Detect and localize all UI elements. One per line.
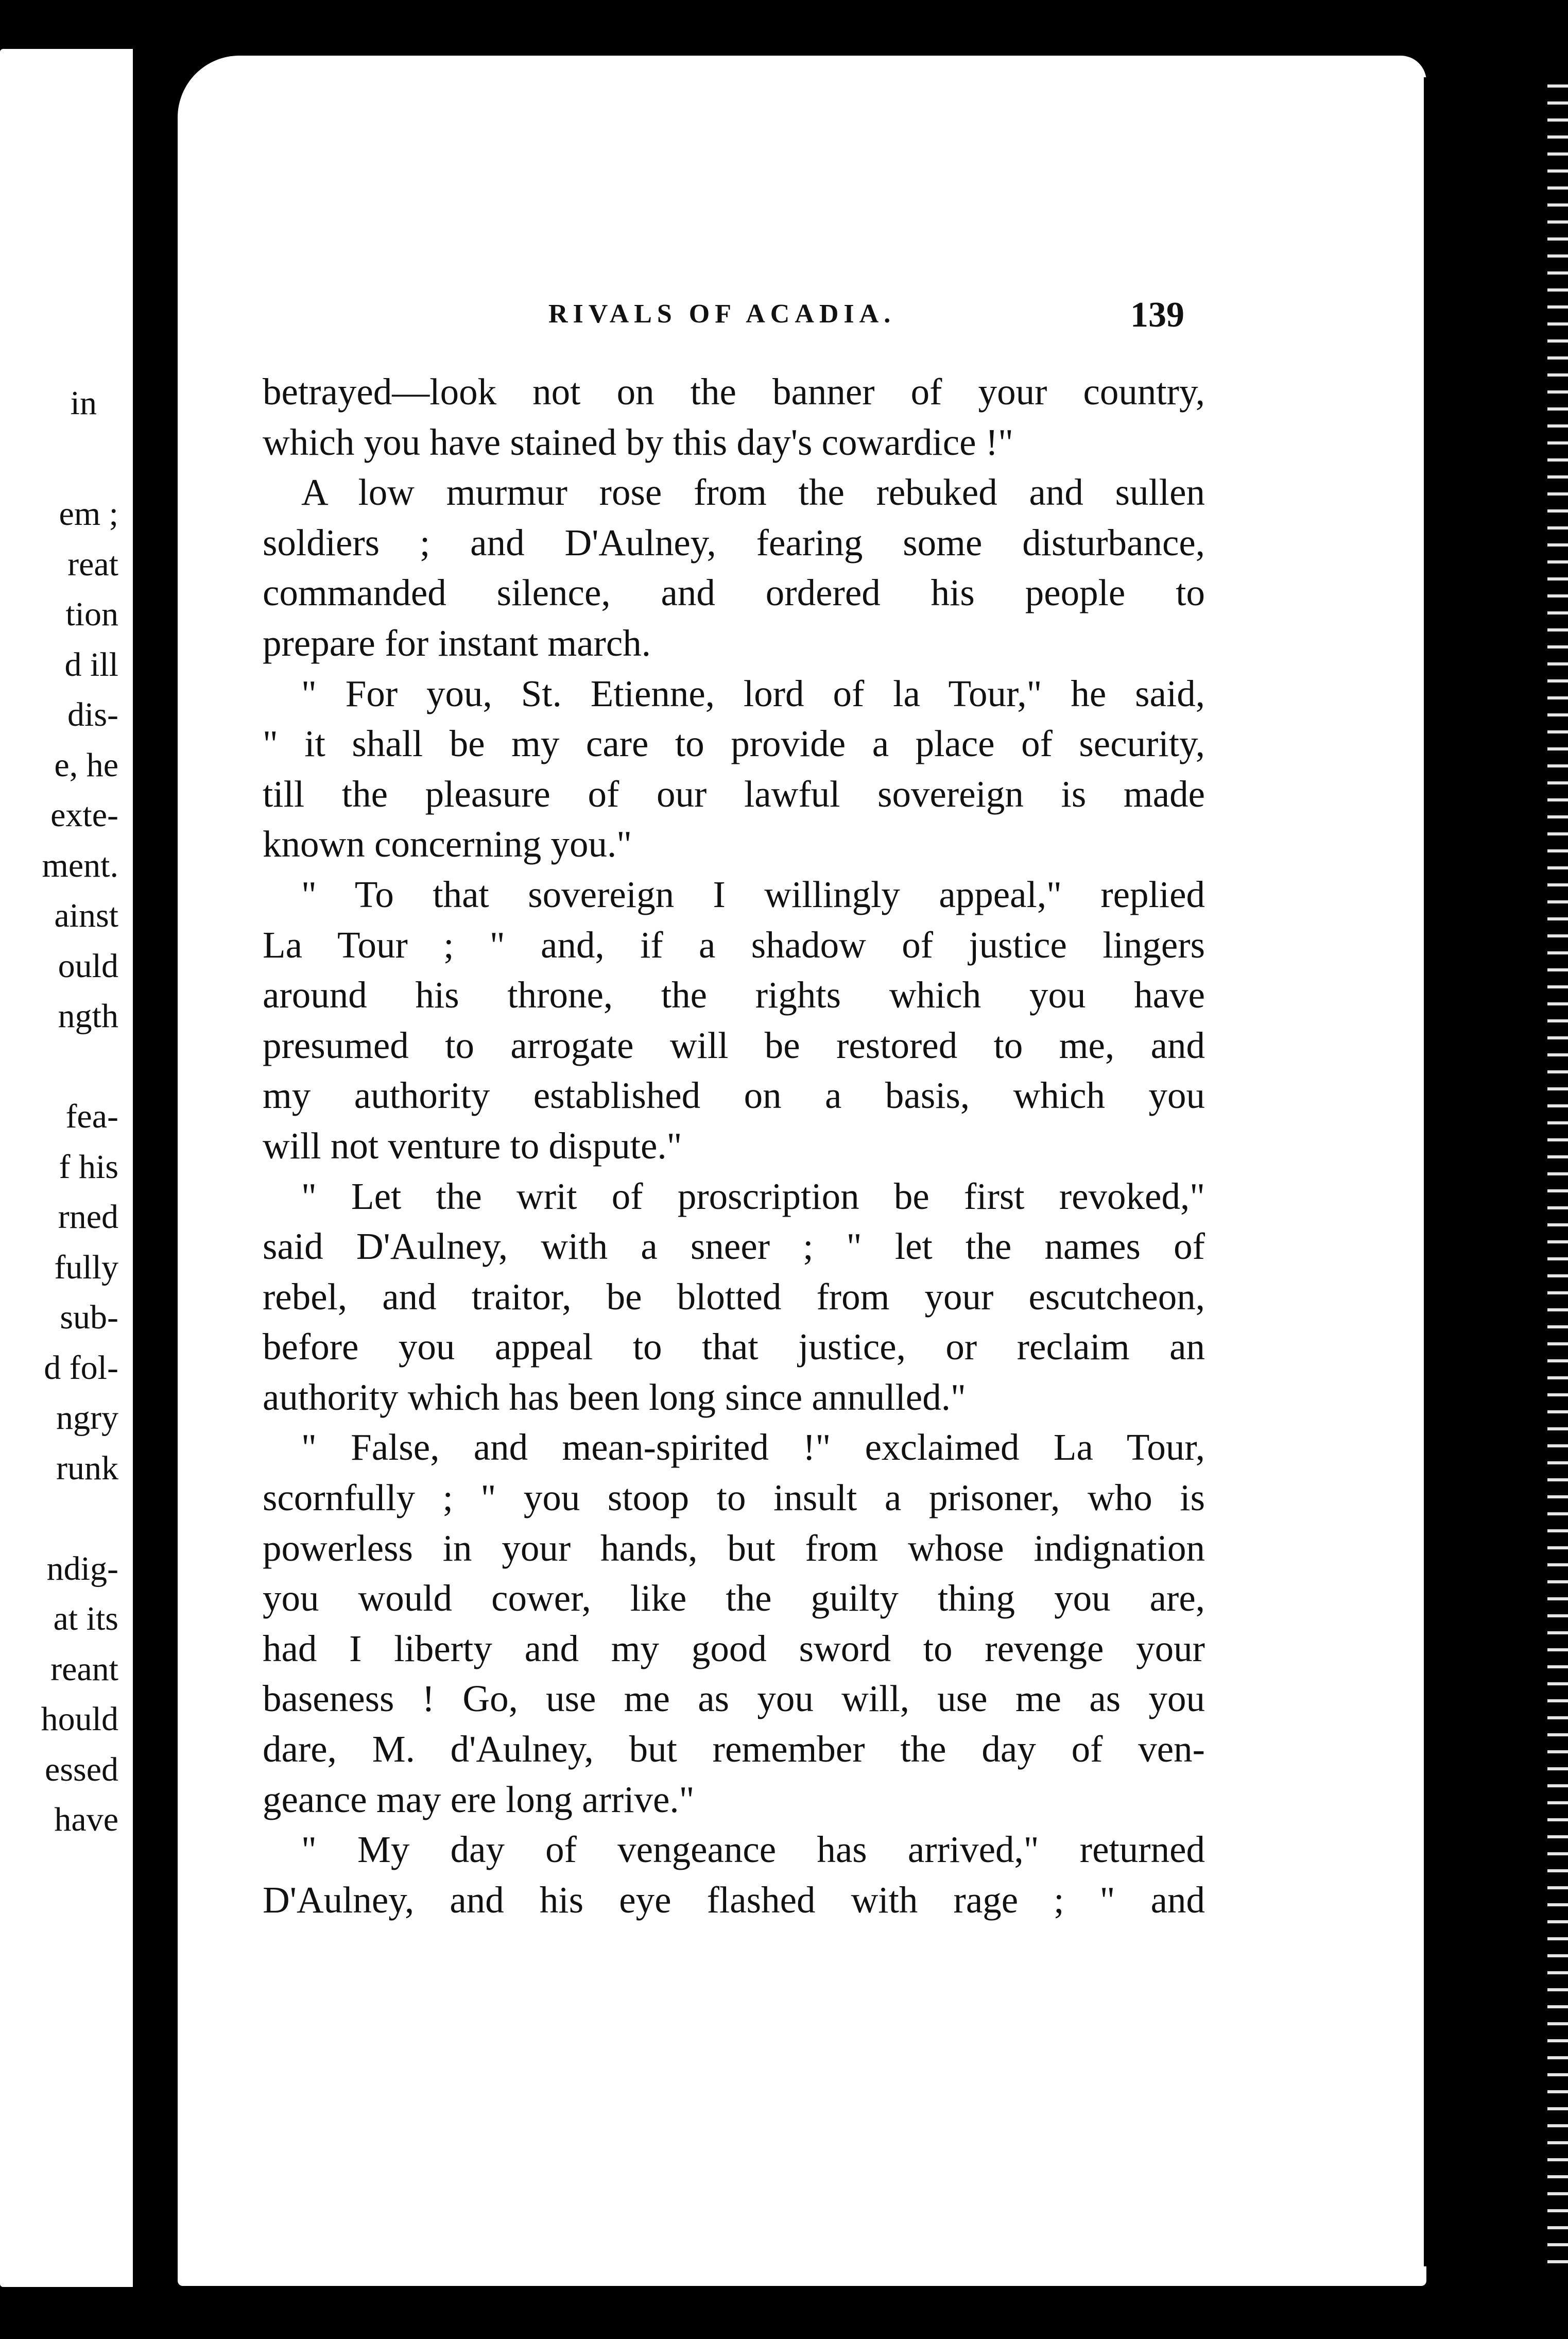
- facing-fragment: essed: [45, 1751, 118, 1788]
- facing-fragment: ould: [58, 947, 118, 985]
- facing-fragment: in: [70, 384, 97, 422]
- facing-fragment: at its: [53, 1600, 118, 1637]
- text-line: around his throne, the rights which you have: [263, 974, 1205, 1016]
- facing-fragment: have: [54, 1801, 118, 1838]
- facing-fragment: em ;: [59, 495, 118, 533]
- text-line: betrayed—look not on the banner of your country,: [263, 371, 1205, 413]
- text-line: La Tour ; " and, if a shadow of justice lingers: [263, 924, 1205, 966]
- text-line: commanded silence, and ordered his people to: [263, 572, 1205, 614]
- text-line: will not venture to dispute.": [263, 1124, 682, 1167]
- facing-fragment: runk: [56, 1449, 118, 1487]
- page-number: 139: [1130, 295, 1184, 335]
- facing-fragment: ment.: [42, 847, 118, 884]
- text-line: scornfully ; " you stoop to insult a prisoner, who is: [263, 1477, 1205, 1519]
- text-line: which you have stained by this day's cowardice !": [263, 421, 1013, 463]
- facing-fragment: fea-: [65, 1098, 118, 1135]
- facing-fragment: hould: [41, 1700, 118, 1738]
- text-line: D'Aulney, and his eye flashed with rage ; " and: [263, 1879, 1205, 1921]
- facing-fragment: sub-: [60, 1299, 118, 1336]
- text-line: presumed to arrogate will be restored to me, and: [263, 1024, 1205, 1066]
- text-line: geance may ere long arrive.": [263, 1778, 695, 1820]
- facing-fragment: d ill: [64, 646, 118, 684]
- text-line: my authority established on a basis, which you: [263, 1074, 1205, 1117]
- text-line: dare, M. d'Aulney, but remember the day of ven-: [263, 1728, 1205, 1770]
- facing-fragment: ndig-: [46, 1550, 118, 1587]
- text-line: known concerning you.": [263, 823, 632, 865]
- text-line: " Let the writ of proscription be first revoked,": [301, 1175, 1205, 1217]
- facing-fragment: dis-: [67, 696, 118, 733]
- text-line: " False, and mean-spirited !" exclaimed La Tour,: [301, 1426, 1205, 1469]
- text-line: till the pleasure of our lawful sovereign is made: [263, 773, 1205, 815]
- facing-fragment: exte-: [50, 796, 118, 834]
- facing-fragment: ngth: [58, 997, 118, 1035]
- text-line: had I liberty and my good sword to revenge your: [263, 1627, 1205, 1669]
- text-line: you would cower, like the guilty thing you are,: [263, 1577, 1205, 1619]
- text-line: soldiers ; and D'Aulney, fearing some disturbance,: [263, 521, 1205, 564]
- facing-fragment: reat: [67, 545, 118, 583]
- text-line: rebel, and traitor, be blotted from your escutcheon,: [263, 1275, 1205, 1318]
- facing-fragment: fully: [54, 1249, 118, 1286]
- text-line: baseness ! Go, use me as you will, use me as you: [263, 1678, 1205, 1720]
- facing-fragment: reant: [50, 1650, 118, 1688]
- facing-fragment: d fol-: [44, 1349, 118, 1387]
- text-line: prepare for instant march.: [263, 622, 651, 664]
- text-line: " My day of vengeance has arrived," returned: [301, 1829, 1205, 1871]
- running-head: RIVALS OF ACADIA.: [548, 299, 896, 329]
- page-header: [0, 295, 1568, 340]
- facing-fragment: rned: [58, 1198, 118, 1236]
- facing-fragment: e, he: [54, 746, 118, 784]
- text-line: before you appeal to that justice, or reclaim an: [263, 1326, 1205, 1368]
- text-line: " For you, St. Etienne, lord of la Tour," he said,: [301, 672, 1205, 714]
- facing-fragment: tion: [65, 595, 118, 633]
- facing-page: [0, 49, 133, 2287]
- facing-fragment: ngry: [56, 1399, 118, 1437]
- text-line: A low murmur rose from the rebuked and sullen: [301, 471, 1205, 514]
- text-line: " To that sovereign I willingly appeal," replied: [301, 873, 1205, 915]
- text-line: powerless in your hands, but from whose indignation: [263, 1527, 1205, 1569]
- text-line: said D'Aulney, with a sneer ; " let the names of: [263, 1225, 1205, 1268]
- text-line: " it shall be my care to provide a place of security,: [263, 723, 1205, 765]
- body-text: [263, 367, 1205, 1925]
- facing-fragment: f his: [59, 1148, 118, 1186]
- facing-fragment: ainst: [54, 897, 118, 934]
- page-edge-dark: [1424, 77, 1547, 2266]
- text-line: authority which has been long since annulled.": [263, 1376, 966, 1418]
